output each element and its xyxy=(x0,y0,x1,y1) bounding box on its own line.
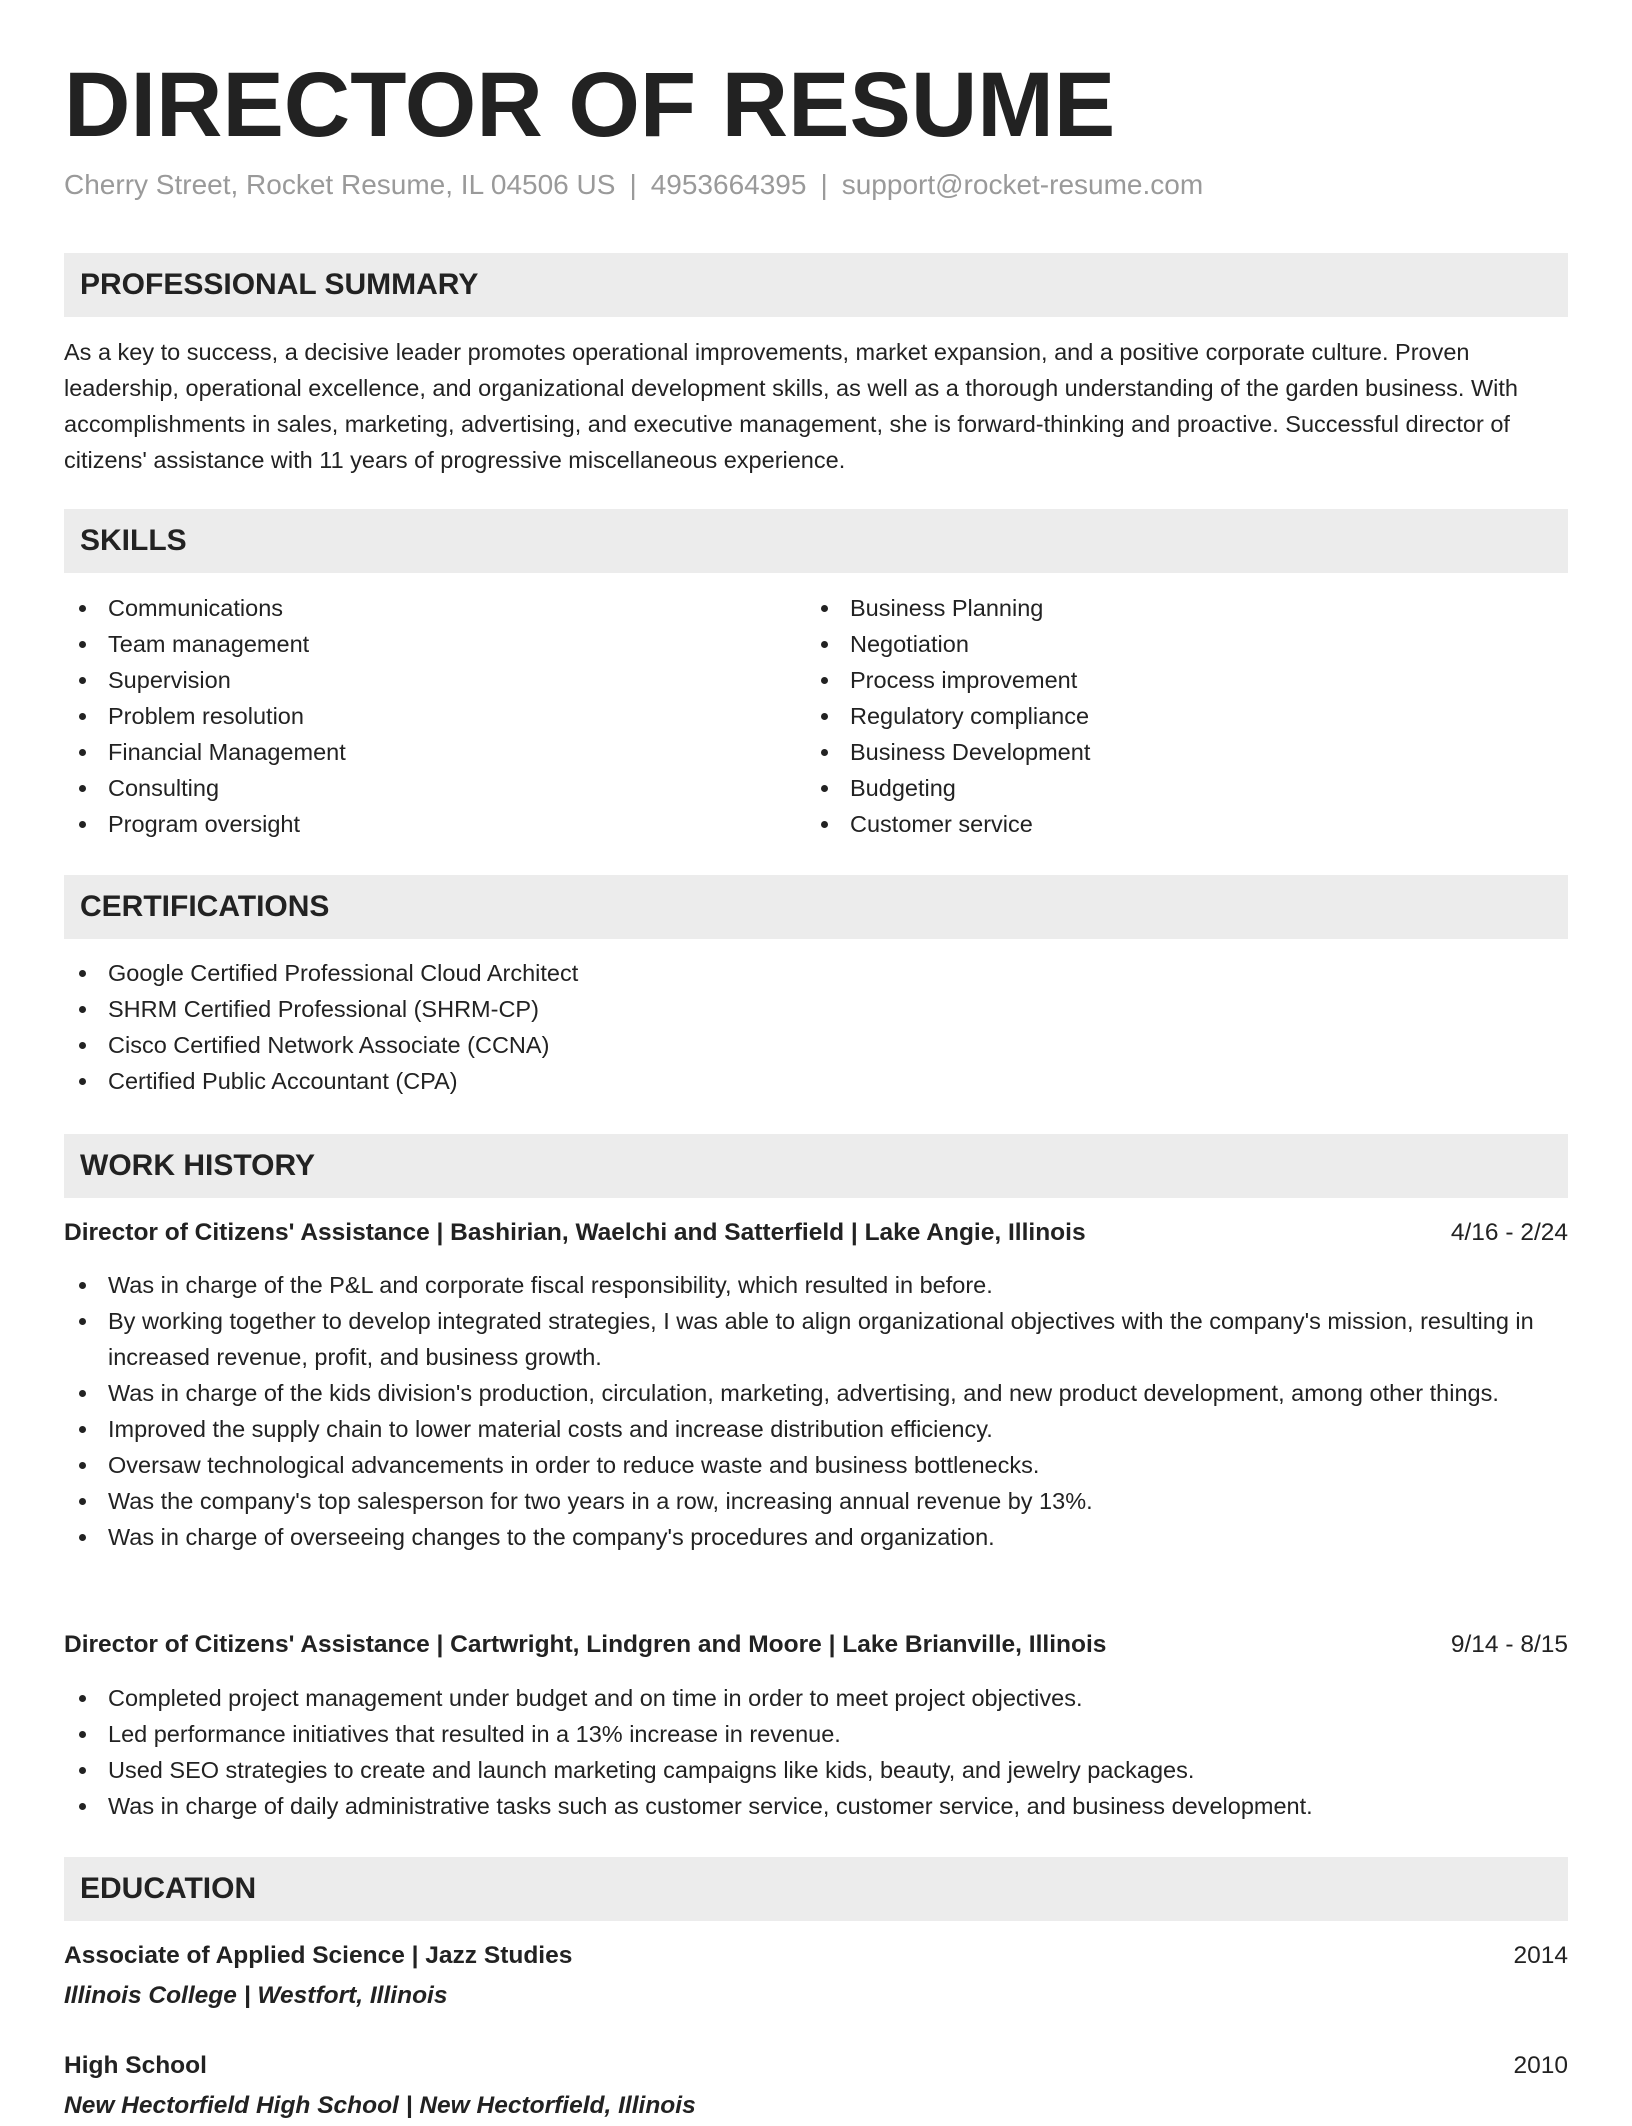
job-bullets xyxy=(64,1267,1568,1555)
certification-item: Certified Public Accountant (CPA) xyxy=(64,1063,1568,1099)
education-header xyxy=(64,1936,1568,1976)
skill-item: Regulatory compliance xyxy=(806,698,1568,734)
education-school: Illinois College | Westfort, Illinois xyxy=(64,1982,448,2009)
job-bullets xyxy=(64,1680,1568,1824)
job-header xyxy=(64,1213,1568,1253)
job-dates: 9/14 - 8/15 xyxy=(1450,1631,1568,1658)
section-header-skills: SKILLS xyxy=(64,509,1568,573)
skills-list-right xyxy=(806,590,1568,842)
skill-item: Business Development xyxy=(806,734,1568,770)
certification-item: Google Certified Professional Cloud Architect xyxy=(64,955,1568,991)
job-bullet: Improved the supply chain to lower material costs and increase distribution efficiency. xyxy=(64,1411,1568,1447)
section-header-education: EDUCATION xyxy=(64,1857,1568,1921)
skill-item: Communications xyxy=(64,590,804,626)
section-header-certifications: CERTIFICATIONS xyxy=(64,875,1568,939)
skill-item: Program oversight xyxy=(64,806,804,842)
skill-item: Negotiation xyxy=(806,626,1568,662)
job-dates: 4/16 - 2/24 xyxy=(1450,1219,1568,1246)
skill-item: Financial Management xyxy=(64,734,804,770)
education-year: 2010 xyxy=(1513,2052,1568,2079)
section-header-work-history: WORK HISTORY xyxy=(64,1134,1568,1198)
contact-line xyxy=(64,165,1203,205)
job-bullet: Was in charge of daily administrative tasks such as customer service, customer service, and business development. xyxy=(64,1788,1568,1824)
education-school: New Hectorfield High School | New Hectorfield, Illinois xyxy=(64,2092,696,2119)
certification-item: Cisco Certified Network Associate (CCNA) xyxy=(64,1027,1568,1063)
skill-item: Supervision xyxy=(64,662,804,698)
education-header xyxy=(64,2046,1568,2086)
summary-text: As a key to success, a decisive leader promotes operational improvements, market expansion, and a positive corporate culture. Proven leadership, operational excellence, and organizational development skills, as well as a thorough understanding of the garden business. With accomplishments in sales, marketing, advertising, and executive management, she is forward-thinking and proactive. Successful director of citizens' assistance with 11 years of progressive miscellaneous experience. xyxy=(64,339,1518,473)
job-bullet: Was in charge of the P&L and corporate fiscal responsibility, which resulted in before. xyxy=(64,1267,1568,1303)
education-degree: High School xyxy=(64,2052,207,2079)
job-bullet: Was in charge of the kids division's production, circulation, marketing, advertising, and new product development, among other things. xyxy=(64,1375,1568,1411)
education-degree: Associate of Applied Science | Jazz Studies xyxy=(64,1942,573,1969)
job-bullet: Completed project management under budget and on time in order to meet project objectives. xyxy=(64,1680,1568,1716)
skill-item: Team management xyxy=(64,626,804,662)
contact-address: Cherry Street, Rocket Resume, IL 04506 US xyxy=(64,169,616,200)
job-bullet: Led performance initiatives that resulted in a 13% increase in revenue. xyxy=(64,1716,1568,1752)
certification-item: SHRM Certified Professional (SHRM-CP) xyxy=(64,991,1568,1027)
skills-list-left xyxy=(64,590,804,842)
job-title: Director of Citizens' Assistance | Cartwright, Lindgren and Moore | Lake Brianville, Illinois xyxy=(64,1631,1107,1658)
contact-separator: | xyxy=(629,169,637,200)
skill-item: Business Planning xyxy=(806,590,1568,626)
job-bullet: Was in charge of overseeing changes to the company's procedures and organization. xyxy=(64,1519,1568,1555)
job-header xyxy=(64,1625,1568,1665)
skill-item: Budgeting xyxy=(806,770,1568,806)
skill-item: Customer service xyxy=(806,806,1568,842)
skill-item: Problem resolution xyxy=(64,698,804,734)
candidate-name: DIRECTOR OF RESUME xyxy=(64,54,1116,156)
job-bullet: Used SEO strategies to create and launch marketing campaigns like kids, beauty, and jewelry packages. xyxy=(64,1752,1568,1788)
contact-email: support@rocket-resume.com xyxy=(841,169,1204,200)
job-bullet: Oversaw technological advancements in order to reduce waste and business bottlenecks. xyxy=(64,1447,1568,1483)
education-year: 2014 xyxy=(1513,1942,1568,1969)
job-bullet: By working together to develop integrated strategies, I was able to align organizational objectives with the company's mission, resulting in increased revenue, profit, and business growth. xyxy=(64,1303,1568,1375)
job-title: Director of Citizens' Assistance | Bashirian, Waelchi and Satterfield | Lake Angie, Illinois xyxy=(64,1219,1086,1246)
skill-item: Consulting xyxy=(64,770,804,806)
job-bullet: Was the company's top salesperson for two years in a row, increasing annual revenue by 13%. xyxy=(64,1483,1568,1519)
skill-item: Process improvement xyxy=(806,662,1568,698)
contact-separator: | xyxy=(820,169,828,200)
certifications-list xyxy=(64,955,1568,1099)
section-header-summary: PROFESSIONAL SUMMARY xyxy=(64,253,1568,317)
contact-phone: 4953664395 xyxy=(650,169,807,200)
